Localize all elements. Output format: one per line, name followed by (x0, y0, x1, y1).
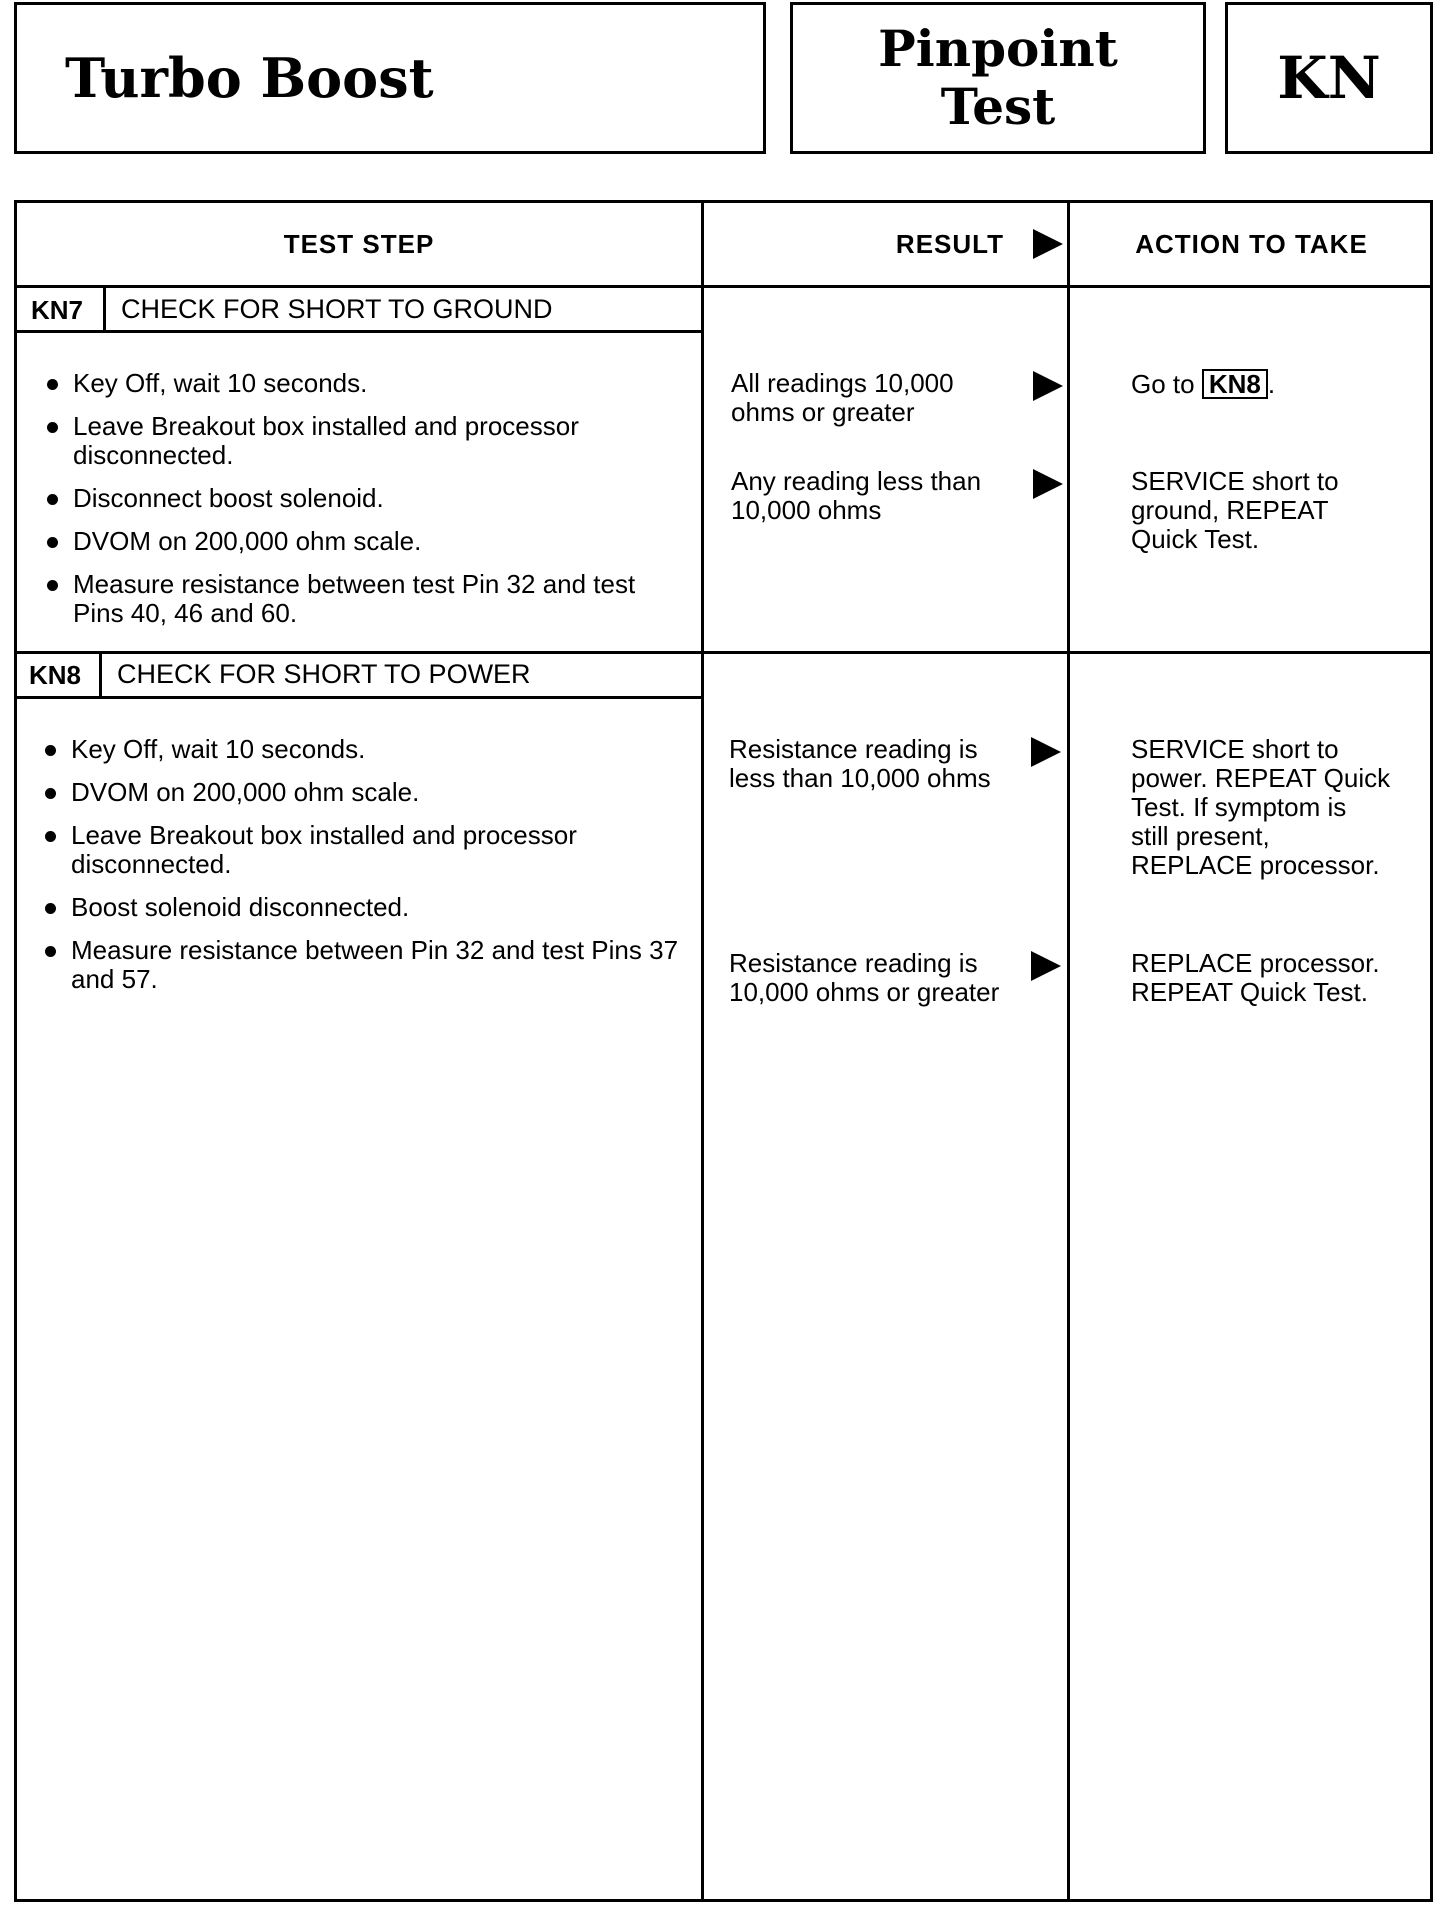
page-title: Turbo Boost (65, 46, 434, 110)
action-text: REPLACE processor. REPEAT Quick Test. (1131, 948, 1380, 1007)
arrow-icon (1033, 229, 1063, 259)
goto-step-reference[interactable]: KN8 (1202, 369, 1268, 399)
step-bullet-list (41, 369, 681, 642)
result-text: Any reading less than 10,000 ohms (731, 466, 982, 525)
step-title-divider (17, 696, 701, 699)
list-item: Leave Breakout box installed and processor disconnected. (39, 821, 679, 879)
arrow-icon (1033, 371, 1063, 401)
list-item: Measure resistance between Pin 32 and test Pins 37 and 57. (39, 936, 679, 994)
result-text: All readings 10,000 ohms or greater (731, 368, 954, 427)
action-text (1131, 369, 1421, 399)
pinpoint-test-box (790, 2, 1206, 154)
test-code-box (1225, 2, 1433, 154)
list-item: DVOM on 200,000 ohm scale. (41, 527, 681, 556)
pinpoint-line-2: Test (940, 77, 1056, 136)
arrow-icon (1031, 737, 1061, 767)
pinpoint-table (14, 200, 1433, 1902)
action-suffix: . (1267, 369, 1276, 399)
list-item: Key Off, wait 10 seconds. (41, 369, 681, 398)
arrow-icon (1033, 469, 1063, 499)
step-title: CHECK FOR SHORT TO GROUND (121, 294, 553, 324)
column-header-test-step: TEST STEP (283, 228, 435, 259)
step-divider (17, 651, 1430, 654)
pinpoint-test-label (878, 20, 1118, 136)
header-divider (17, 285, 1430, 288)
list-item: Leave Breakout box installed and processor disconnected. (41, 412, 681, 470)
list-item: Key Off, wait 10 seconds. (39, 735, 679, 764)
result-text: Resistance reading is less than 10,000 ohms (729, 734, 991, 793)
list-item: Measure resistance between test Pin 32 and test Pins 40, 46 and 60. (41, 570, 681, 628)
title-box (14, 2, 766, 154)
arrow-icon (1031, 951, 1061, 981)
step-title-divider (17, 330, 701, 333)
test-code: KN (1277, 44, 1381, 112)
step-title: CHECK FOR SHORT TO POWER (117, 659, 531, 689)
action-prefix: Go to (1131, 369, 1195, 399)
column-header-result: RESULT (895, 228, 1004, 259)
step-id: KN8 (29, 660, 82, 690)
list-item: Disconnect boost solenoid. (41, 484, 681, 513)
step-bullet-list (39, 735, 679, 1008)
step-id: KN7 (31, 295, 84, 325)
action-text: SERVICE short to ground, REPEAT Quick Test. (1131, 466, 1339, 554)
result-text: Resistance reading is 10,000 ohms or greater (729, 948, 1000, 1007)
list-item: DVOM on 200,000 ohm scale. (39, 778, 679, 807)
list-item: Boost solenoid disconnected. (39, 893, 679, 922)
column-divider-1 (701, 203, 704, 1899)
pinpoint-line-1: Pinpoint (878, 19, 1118, 78)
column-header-action: ACTION TO TAKE (1135, 228, 1368, 259)
column-divider-2 (1067, 203, 1070, 1899)
action-text: SERVICE short to power. REPEAT Quick Test. If symptom is still present, REPLACE processor. (1131, 734, 1391, 880)
